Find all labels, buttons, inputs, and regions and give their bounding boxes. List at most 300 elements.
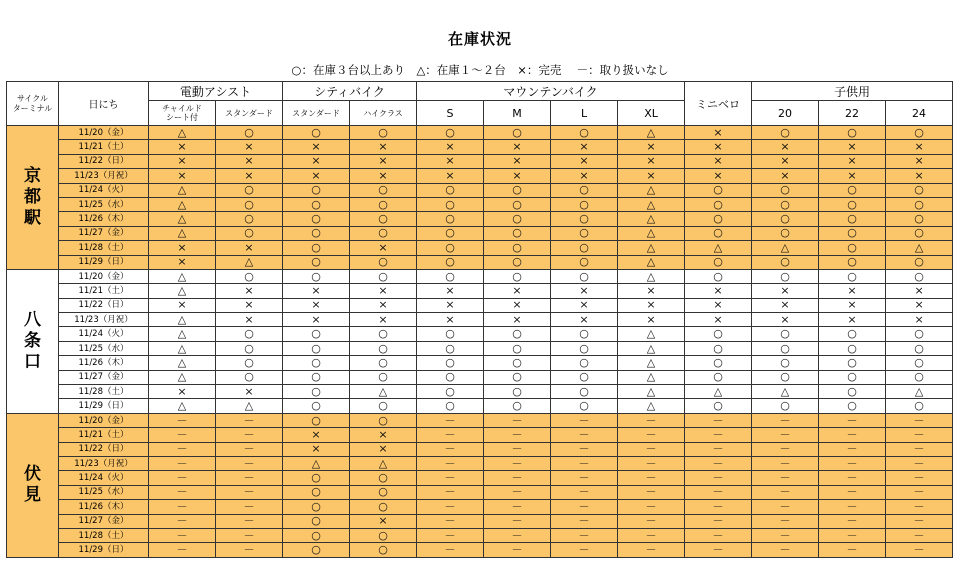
stock-cell: ○ <box>685 399 752 413</box>
group-header-minivelo: ミニベロ <box>685 82 752 126</box>
stock-cell: ○ <box>283 126 350 140</box>
sub-header-kids-24: 24 <box>886 101 953 126</box>
stock-cell: × <box>283 298 350 312</box>
table-row <box>7 528 953 542</box>
stock-cell: △ <box>216 255 283 269</box>
stock-cell: △ <box>752 385 819 399</box>
stock-cell: ○ <box>216 126 283 140</box>
stock-cell: ○ <box>886 356 953 370</box>
stock-cell: ○ <box>283 197 350 211</box>
stock-cell: ○ <box>350 528 417 542</box>
sub-header-size-xl: XL <box>618 101 685 126</box>
date-cell: 11/27（金） <box>59 226 149 240</box>
stock-cell: ○ <box>886 370 953 384</box>
stock-cell: × <box>551 140 618 154</box>
stock-cell: ○ <box>350 255 417 269</box>
stock-cell: × <box>618 313 685 327</box>
group-header-electric: 電動アシスト <box>149 82 283 101</box>
stock-cell: ○ <box>551 341 618 355</box>
stock-cell: △ <box>618 399 685 413</box>
stock-cell: × <box>819 313 886 327</box>
stock-cell: × <box>685 298 752 312</box>
sub-header-electric-standard: スタンダード <box>216 101 283 126</box>
stock-cell: ○ <box>886 341 953 355</box>
stock-cell: ○ <box>551 212 618 226</box>
stock-cell: × <box>350 284 417 298</box>
stock-cell: － <box>216 428 283 442</box>
stock-cell: △ <box>618 341 685 355</box>
stock-cell: × <box>216 385 283 399</box>
stock-cell: × <box>417 140 484 154</box>
stock-cell: － <box>752 543 819 557</box>
stock-cell: × <box>149 241 216 255</box>
stock-cell: ○ <box>685 183 752 197</box>
stock-cell: × <box>484 140 551 154</box>
stock-cell: ○ <box>283 528 350 542</box>
table-row <box>7 313 953 327</box>
date-cell: 11/21（土） <box>59 140 149 154</box>
stock-cell: × <box>216 241 283 255</box>
table-row <box>7 471 953 485</box>
stock-cell: × <box>551 284 618 298</box>
date-cell: 11/28（土） <box>59 385 149 399</box>
stock-cell: × <box>484 298 551 312</box>
stock-cell: ○ <box>685 255 752 269</box>
stock-cell: － <box>819 500 886 514</box>
stock-cell: ○ <box>819 126 886 140</box>
stock-cell: × <box>752 154 819 168</box>
stock-cell: － <box>685 500 752 514</box>
stock-cell: ○ <box>283 385 350 399</box>
stock-cell: ○ <box>350 226 417 240</box>
stock-cell: △ <box>618 226 685 240</box>
stock-cell: ○ <box>417 370 484 384</box>
stock-cell: × <box>618 140 685 154</box>
stock-cell: ○ <box>417 212 484 226</box>
stock-cell: － <box>417 471 484 485</box>
stock-cell: △ <box>149 313 216 327</box>
stock-cell: － <box>216 413 283 427</box>
stock-table-body <box>7 126 953 558</box>
table-row <box>7 428 953 442</box>
stock-cell: － <box>618 485 685 499</box>
stock-cell: ○ <box>350 471 417 485</box>
stock-cell: × <box>752 284 819 298</box>
stock-cell: ○ <box>283 212 350 226</box>
stock-cell: △ <box>886 241 953 255</box>
stock-cell: ○ <box>752 356 819 370</box>
stock-cell: × <box>819 140 886 154</box>
date-cell: 11/26（木） <box>59 212 149 226</box>
stock-cell: × <box>417 313 484 327</box>
date-cell: 11/29（日） <box>59 255 149 269</box>
stock-cell: ○ <box>484 370 551 384</box>
date-cell: 11/24（火） <box>59 183 149 197</box>
stock-cell: ○ <box>752 126 819 140</box>
table-row <box>7 298 953 312</box>
stock-cell: － <box>484 528 551 542</box>
stock-cell: △ <box>149 269 216 283</box>
stock-cell: △ <box>149 183 216 197</box>
stock-cell: － <box>886 543 953 557</box>
stock-cell: ○ <box>350 399 417 413</box>
stock-cell: × <box>216 169 283 183</box>
stock-table <box>6 81 953 558</box>
stock-cell: － <box>149 543 216 557</box>
legend-text: ○：在庫３台以上あり △：在庫１～２台 ×：完売 －：取り扱いなし <box>291 63 669 77</box>
terminal-header: サイクル ターミナル <box>7 82 59 126</box>
date-cell: 11/22（日） <box>59 442 149 456</box>
group-header-mountain: マウンテンバイク <box>417 82 685 101</box>
stock-cell: － <box>618 471 685 485</box>
stock-cell: － <box>484 428 551 442</box>
stock-cell: × <box>417 284 484 298</box>
stock-cell: － <box>819 485 886 499</box>
stock-cell: ○ <box>886 126 953 140</box>
stock-cell: － <box>417 442 484 456</box>
stock-cell: ○ <box>216 341 283 355</box>
stock-cell: △ <box>618 269 685 283</box>
stock-cell: × <box>350 428 417 442</box>
stock-cell: × <box>685 284 752 298</box>
date-cell: 11/27（金） <box>59 514 149 528</box>
stock-cell: ○ <box>819 356 886 370</box>
stock-cell: － <box>417 500 484 514</box>
stock-cell: ○ <box>283 514 350 528</box>
stock-cell: － <box>216 500 283 514</box>
stock-cell: － <box>752 528 819 542</box>
station-name-label: 八条口 <box>24 309 41 372</box>
stock-cell: － <box>149 500 216 514</box>
stock-cell: × <box>216 313 283 327</box>
stock-cell: ○ <box>685 356 752 370</box>
stock-cell: － <box>752 471 819 485</box>
stock-cell: － <box>752 485 819 499</box>
stock-cell: ○ <box>417 327 484 341</box>
group-header-kids: 子供用 <box>752 82 953 101</box>
stock-cell: － <box>618 528 685 542</box>
stock-cell: － <box>417 428 484 442</box>
stock-cell: ○ <box>283 399 350 413</box>
stock-cell: × <box>618 298 685 312</box>
stock-cell: － <box>886 442 953 456</box>
stock-cell: ○ <box>283 226 350 240</box>
stock-cell: ○ <box>685 327 752 341</box>
stock-cell: △ <box>149 212 216 226</box>
stock-cell: × <box>618 169 685 183</box>
stock-cell: ○ <box>886 197 953 211</box>
stock-cell: × <box>886 169 953 183</box>
stock-cell: － <box>685 514 752 528</box>
table-row <box>7 269 953 283</box>
stock-cell: ○ <box>417 126 484 140</box>
stock-cell: ○ <box>551 327 618 341</box>
stock-cell: △ <box>350 456 417 470</box>
table-row <box>7 370 953 384</box>
stock-cell: × <box>283 169 350 183</box>
stock-cell: × <box>149 298 216 312</box>
stock-cell: － <box>752 442 819 456</box>
stock-cell: ○ <box>484 126 551 140</box>
station-name <box>7 126 59 270</box>
stock-cell: － <box>886 514 953 528</box>
stock-cell: ○ <box>819 212 886 226</box>
stock-cell: － <box>149 528 216 542</box>
stock-cell: △ <box>216 399 283 413</box>
stock-cell: ○ <box>216 183 283 197</box>
stock-cell: ○ <box>283 255 350 269</box>
table-row <box>7 385 953 399</box>
date-cell: 11/22（日） <box>59 154 149 168</box>
stock-cell: ○ <box>752 197 819 211</box>
stock-cell: － <box>551 471 618 485</box>
stock-cell: － <box>685 413 752 427</box>
stock-cell: － <box>149 413 216 427</box>
stock-cell: ○ <box>417 269 484 283</box>
stock-cell: ○ <box>886 327 953 341</box>
stock-cell: ○ <box>484 183 551 197</box>
stock-cell: ○ <box>551 197 618 211</box>
stock-cell: △ <box>149 226 216 240</box>
table-row <box>7 183 953 197</box>
stock-cell: × <box>819 298 886 312</box>
stock-cell: × <box>752 298 819 312</box>
stock-cell: × <box>216 298 283 312</box>
stock-cell: ○ <box>819 385 886 399</box>
stock-cell: ○ <box>819 399 886 413</box>
stock-cell: － <box>149 471 216 485</box>
stock-cell: ○ <box>819 255 886 269</box>
stock-cell: △ <box>149 370 216 384</box>
table-row <box>7 126 953 140</box>
stock-cell: － <box>417 485 484 499</box>
date-cell: 11/23（月祝） <box>59 169 149 183</box>
date-cell: 11/27（金） <box>59 370 149 384</box>
stock-cell: ○ <box>551 356 618 370</box>
stock-cell: × <box>149 140 216 154</box>
stock-cell: △ <box>618 212 685 226</box>
stock-cell: ○ <box>417 183 484 197</box>
stock-cell: △ <box>618 255 685 269</box>
stock-cell: － <box>685 528 752 542</box>
stock-cell: － <box>685 471 752 485</box>
station-name-label: 伏見 <box>24 464 41 506</box>
stock-cell: △ <box>283 456 350 470</box>
table-row <box>7 169 953 183</box>
stock-cell: △ <box>886 385 953 399</box>
stock-cell: × <box>350 514 417 528</box>
stock-cell: × <box>752 169 819 183</box>
stock-cell: × <box>216 284 283 298</box>
stock-cell: × <box>149 385 216 399</box>
stock-cell: △ <box>618 241 685 255</box>
stock-cell: ○ <box>886 255 953 269</box>
stock-cell: － <box>551 514 618 528</box>
stock-cell: － <box>685 543 752 557</box>
stock-cell: － <box>886 413 953 427</box>
stock-cell: － <box>685 456 752 470</box>
table-row <box>7 399 953 413</box>
stock-cell: ○ <box>819 241 886 255</box>
stock-cell: ○ <box>350 543 417 557</box>
stock-cell: ○ <box>216 356 283 370</box>
stock-cell: － <box>685 428 752 442</box>
stock-cell: × <box>685 154 752 168</box>
stock-cell: × <box>484 284 551 298</box>
stock-cell: － <box>551 442 618 456</box>
stock-cell: － <box>216 456 283 470</box>
table-row <box>7 140 953 154</box>
stock-cell: ○ <box>685 370 752 384</box>
stock-cell: － <box>618 543 685 557</box>
stock-cell: ○ <box>886 183 953 197</box>
date-cell: 11/25（水） <box>59 197 149 211</box>
stock-cell: ○ <box>819 327 886 341</box>
date-cell: 11/25（水） <box>59 485 149 499</box>
stock-cell: ○ <box>283 485 350 499</box>
stock-cell: ○ <box>685 341 752 355</box>
stock-cell: ○ <box>685 197 752 211</box>
stock-cell: － <box>484 471 551 485</box>
stock-cell: ○ <box>283 356 350 370</box>
stock-cell: × <box>350 241 417 255</box>
stock-cell: ○ <box>819 341 886 355</box>
date-cell: 11/29（日） <box>59 399 149 413</box>
stock-cell: ○ <box>283 413 350 427</box>
stock-cell: － <box>149 485 216 499</box>
stock-cell: △ <box>618 356 685 370</box>
stock-cell: × <box>886 298 953 312</box>
stock-cell: ○ <box>417 241 484 255</box>
stock-cell: × <box>886 140 953 154</box>
stock-cell: ○ <box>551 385 618 399</box>
stock-cell: × <box>350 169 417 183</box>
stock-cell: － <box>819 528 886 542</box>
stock-cell: ○ <box>484 399 551 413</box>
stock-cell: △ <box>350 385 417 399</box>
stock-cell: － <box>752 500 819 514</box>
stock-cell: ○ <box>350 197 417 211</box>
stock-cell: － <box>551 543 618 557</box>
stock-cell: ○ <box>484 241 551 255</box>
stock-cell: ○ <box>417 399 484 413</box>
sub-header-size-m: M <box>484 101 551 126</box>
stock-cell: ○ <box>685 226 752 240</box>
stock-cell: ○ <box>886 226 953 240</box>
stock-cell: ○ <box>350 356 417 370</box>
stock-cell: ○ <box>484 212 551 226</box>
date-cell: 11/21（土） <box>59 284 149 298</box>
stock-cell: ○ <box>216 269 283 283</box>
stock-cell: ○ <box>685 269 752 283</box>
stock-cell: ○ <box>752 341 819 355</box>
table-row <box>7 212 953 226</box>
stock-cell: × <box>886 154 953 168</box>
stock-cell: × <box>216 140 283 154</box>
stock-cell: × <box>216 154 283 168</box>
stock-cell: ○ <box>819 197 886 211</box>
stock-cell: △ <box>752 241 819 255</box>
stock-cell: ○ <box>417 255 484 269</box>
stock-cell: ○ <box>417 356 484 370</box>
stock-cell: △ <box>618 370 685 384</box>
stock-cell: － <box>484 456 551 470</box>
stock-cell: × <box>819 169 886 183</box>
stock-cell: ○ <box>283 327 350 341</box>
stock-cell: － <box>685 442 752 456</box>
date-cell: 11/28（土） <box>59 528 149 542</box>
stock-cell: × <box>350 442 417 456</box>
stock-cell: △ <box>149 327 216 341</box>
stock-cell: ○ <box>350 500 417 514</box>
stock-cell: － <box>886 500 953 514</box>
stock-cell: △ <box>685 385 752 399</box>
date-cell: 11/20（金） <box>59 269 149 283</box>
stock-cell: △ <box>149 341 216 355</box>
stock-cell: ○ <box>551 126 618 140</box>
stock-cell: △ <box>149 126 216 140</box>
stock-cell: ○ <box>752 269 819 283</box>
stock-cell: － <box>618 456 685 470</box>
station-name <box>7 413 59 557</box>
stock-cell: ○ <box>283 500 350 514</box>
station-name <box>7 269 59 413</box>
stock-cell: － <box>484 485 551 499</box>
stock-cell: － <box>551 500 618 514</box>
stock-cell: － <box>752 413 819 427</box>
table-row <box>7 514 953 528</box>
stock-cell: ○ <box>484 356 551 370</box>
sub-header-child-seat: チャイルド シート付 <box>149 101 216 126</box>
stock-cell: × <box>149 169 216 183</box>
sub-header-city-standard: スタンダード <box>283 101 350 126</box>
stock-cell: ○ <box>819 226 886 240</box>
stock-cell: － <box>819 442 886 456</box>
stock-cell: ○ <box>752 399 819 413</box>
stock-cell: ○ <box>216 327 283 341</box>
stock-cell: ○ <box>551 269 618 283</box>
date-cell: 11/21（土） <box>59 428 149 442</box>
table-row <box>7 226 953 240</box>
stock-cell: △ <box>618 385 685 399</box>
stock-cell: ○ <box>350 370 417 384</box>
stock-cell: ○ <box>752 183 819 197</box>
stock-cell: － <box>551 413 618 427</box>
stock-cell: － <box>149 456 216 470</box>
stock-cell: ○ <box>216 226 283 240</box>
stock-cell: × <box>685 169 752 183</box>
date-cell: 11/23（月祝） <box>59 456 149 470</box>
stock-cell: × <box>819 154 886 168</box>
stock-cell: ○ <box>350 341 417 355</box>
stock-cell: ○ <box>216 197 283 211</box>
stock-cell: ○ <box>819 269 886 283</box>
stock-cell: － <box>417 514 484 528</box>
stock-cell: － <box>216 528 283 542</box>
stock-cell: × <box>484 154 551 168</box>
stock-cell: × <box>149 154 216 168</box>
stock-cell: × <box>685 140 752 154</box>
stock-cell: － <box>484 413 551 427</box>
stock-cell: － <box>618 442 685 456</box>
stock-cell: － <box>618 514 685 528</box>
date-cell: 11/28（土） <box>59 241 149 255</box>
stock-cell: ○ <box>283 269 350 283</box>
stock-cell: － <box>819 471 886 485</box>
stock-cell: × <box>283 154 350 168</box>
stock-cell: ○ <box>417 385 484 399</box>
stock-cell: － <box>819 428 886 442</box>
